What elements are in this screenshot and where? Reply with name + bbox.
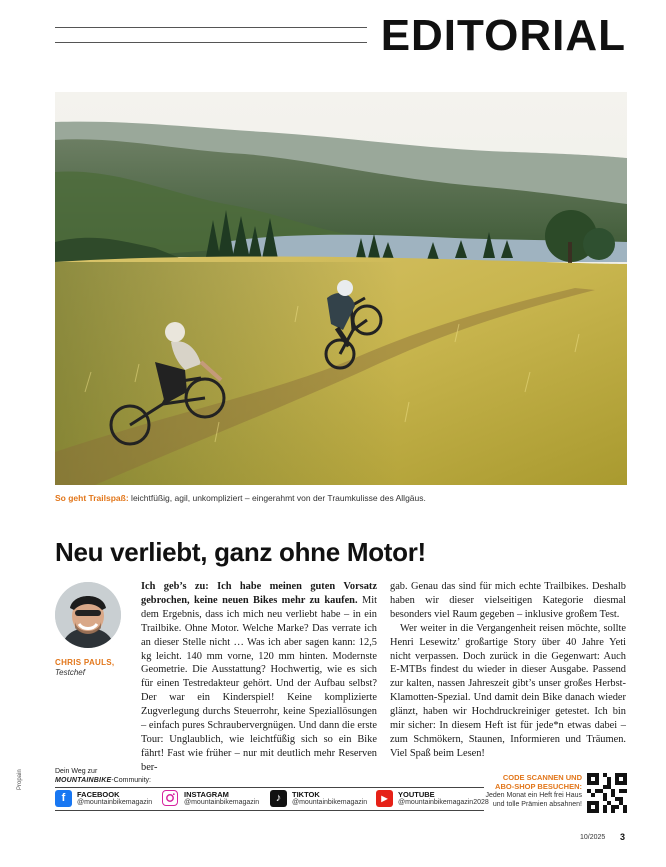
header-rule-bottom — [55, 42, 367, 43]
facebook-icon: f — [55, 790, 72, 807]
social-handle[interactable]: @mountainbikemagazin — [77, 799, 153, 806]
article-column-2 — [390, 580, 626, 761]
shop-text-line-1: Jeden Monat ein Heft frei Haus — [485, 792, 582, 799]
author-name: CHRIS PAULS, — [55, 658, 115, 667]
shop-title-line-1: CODE SCANNEN UND — [502, 773, 582, 782]
article-body: Mit dem Ergebnis, dass ich mich neu verliebt habe – in ein Trailbike. Ohne Motor. Welche Marke? Das verrate ich an dieser Stelle nicht … Was ich aber sagen kann: 12,5 kg leicht. 140 mm vorne, 120 mm hinten. Modernste Geometrie. Die Ausstattung? Hochwertig, wie es sich für einen Testredakteur gehört. Und der Aufbau selbst? Der war ein Kinderspiel! Keine komplizierte Zugverlegung durchs Steuerrohr, keine Speziallösungen – einfach pures Schraubervergnügen. Und dann die erste Tour: Unglaublich, wie leichtfüßig sich so ein Bike fährt! Fast wie früher – nur mit deutlich mehr Reserven ber- — [141, 594, 377, 773]
header-rule-top — [55, 27, 367, 28]
instagram-icon — [162, 790, 178, 806]
shop-text-line-2: und tolle Prämien absahnen! — [492, 801, 582, 808]
social-handle[interactable]: @mountainbikemagazin — [184, 799, 260, 806]
issue-date: 10/2025 — [580, 834, 606, 841]
caption-lead: So geht Trailspaß: — [55, 493, 129, 503]
article-paragraph — [141, 580, 377, 775]
article-paragraph: gab. Genau das sind für mich echte Trailbikes. Deshalb haben wir dieser vielseitigen Kategorie diesmal besonders viel Raum gegeben – inklusive großem Test. — [390, 581, 626, 620]
social-network-name: YOUTUBE — [398, 790, 435, 799]
social-divider-top — [55, 787, 484, 788]
caption-text: leichtfüßig, agil, unkompliziert – eingerahmt von der Traumkulisse des Allgäus. — [128, 493, 426, 503]
hero-photo — [55, 92, 627, 485]
photo-credit: Propain — [17, 769, 23, 790]
youtube-icon: ▶ — [376, 790, 393, 807]
article-headline: Neu verliebt, ganz ohne Motor! — [55, 537, 426, 567]
hero-caption — [55, 493, 426, 503]
section-title: EDITORIAL — [380, 11, 626, 60]
social-divider-bottom — [55, 810, 484, 811]
community-label — [55, 767, 151, 785]
tiktok-icon: ♪ — [270, 790, 287, 807]
qr-code[interactable] — [587, 773, 627, 813]
author-avatar — [55, 582, 121, 648]
abo-shop-promo — [486, 773, 583, 809]
community-brand-logo: MOUNTAINBIKE — [55, 777, 112, 784]
article-column-1 — [141, 580, 377, 775]
social-network-name: FACEBOOK — [77, 790, 120, 799]
community-intro: Dein Weg zur — [55, 768, 98, 775]
author-role: Testchef — [55, 668, 85, 677]
social-network-name: INSTAGRAM — [184, 790, 229, 799]
shop-title-line-2: ABO-SHOP BESUCHEN: — [495, 782, 582, 791]
community-suffix: -Community: — [111, 777, 152, 784]
article-paragraph: Wer weiter in die Vergangenheit reisen möchte, sollte Henri Lesewitz’ großartige Story über 40 Jahre Yeti nicht verpassen. Doch zurück in die Gegenwart: Auch E-MTBs findest du wieder in dieser Ausgabe. Passend zur kalten, nassen Jahreszeit gibt’s unser großes Herbst-Klamotten-Spezial. Und damit dein Bike danach wieder glänzt, haben wir Hochdruckreiniger getestet. Ich bin mir sicher: In diesem Heft ist für jede*n etwas dabei – zum Schmökern, Staunen, Informieren und Träumen. Viel Spaß beim Lesen! — [390, 622, 626, 759]
page-number: 3 — [620, 832, 626, 842]
social-handle[interactable]: @mountainbikemagazin2028 — [398, 799, 489, 806]
social-handle[interactable]: @mountainbikemagazin — [292, 799, 368, 806]
article-intro: Ich geb’s zu: Ich habe meinen guten Vorsatz gebrochen, keine neuen Bikes mehr zu kaufen. — [141, 581, 377, 606]
social-network-name: TIKTOK — [292, 790, 320, 799]
